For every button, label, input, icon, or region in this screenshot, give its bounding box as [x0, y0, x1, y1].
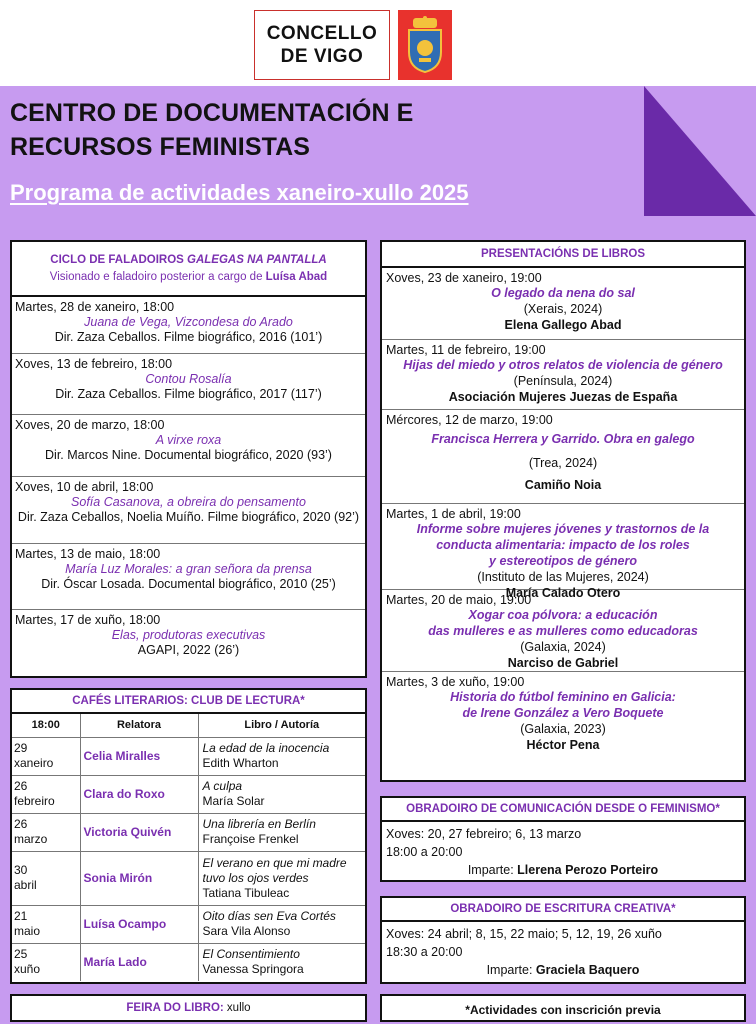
- cafe-relatora: Celia Miralles: [80, 737, 198, 775]
- book-item: [382, 590, 744, 672]
- table-row: [12, 737, 365, 775]
- cafe-date: [12, 813, 80, 851]
- ciclo-title-italic: GALEGAS NA PANTALLA: [187, 254, 327, 266]
- cafe-month: febreiro: [14, 794, 55, 808]
- concello-logo[interactable]: [254, 10, 390, 80]
- cafe-date: [12, 943, 80, 981]
- film-date: Martes, 17 de xuño, 18:00: [15, 613, 161, 627]
- film-title: Elas, produtoras executivas: [111, 628, 266, 642]
- film-info: Dir. Zaza Ceballos. Filme biográfico, 2017 (117’): [55, 387, 322, 401]
- col-header-time: 18:00: [12, 714, 80, 737]
- book-item: [382, 672, 744, 766]
- film-date: Xoves, 20 de marzo, 18:00: [15, 418, 165, 432]
- table-row: [12, 851, 365, 905]
- cafe-relatora: Sonia Mirón: [80, 851, 198, 905]
- obradoiro-comunicacion-time: 18:00 a 20:00: [386, 845, 463, 859]
- cafe-month: marzo: [14, 832, 48, 846]
- cafe-relatora: Victoria Quivén: [80, 813, 198, 851]
- book-date: Martes, 20 de maio, 19:00: [386, 593, 532, 607]
- feira-do-libro-panel: [10, 994, 367, 1022]
- book-author: Héctor Pena: [526, 738, 600, 752]
- book-author: María Calado Otero: [505, 586, 621, 600]
- header: [0, 0, 756, 86]
- cafe-month: xuño: [14, 962, 41, 977]
- cafe-book-author: Françoise Frenkel: [202, 832, 299, 846]
- logo-line-2: DE VIGO: [280, 46, 364, 67]
- cafes-table-body: [12, 737, 365, 981]
- book-item: [382, 268, 744, 340]
- film-info: Dir. Zaza Ceballos. Filme biográfico, 2016 (101’): [54, 330, 323, 344]
- inscricion-note: *Actividades con inscrición previa: [380, 994, 746, 1022]
- film-item: [12, 544, 365, 610]
- imparte-name: Graciela Baquero: [535, 963, 640, 977]
- obradoiro-comunicacion-body: [382, 822, 744, 882]
- film-item: [12, 610, 365, 668]
- imparte-name: Llerena Perozo Porteiro: [517, 863, 659, 877]
- cafe-day: 26: [14, 779, 28, 793]
- cafe-book: [198, 737, 365, 775]
- obradoiro-comunicacion-panel: [380, 796, 746, 882]
- book-publisher: (Xerais, 2024): [523, 302, 603, 316]
- imparte-label: Imparte:: [467, 863, 518, 877]
- cafe-book: [198, 905, 365, 943]
- book-title: Historia do fútbol feminino en Galicia:: [450, 690, 676, 704]
- book-publisher: (Península, 2024): [513, 374, 613, 388]
- cafe-book-title-2: tuvo los ojos verdes: [202, 870, 309, 885]
- obradoiro-comunicacion-header: OBRADOIRO DE COMUNICACIÓN DESDE O FEMINISMO*: [382, 798, 744, 822]
- ciclo-faladoiros-panel: [10, 240, 367, 678]
- film-item: [12, 415, 365, 477]
- obradoiro-comunicacion-imparte: [386, 861, 740, 879]
- col-header-libro: Libro / Autoría: [198, 714, 365, 737]
- ciclo-header: [12, 242, 365, 297]
- cafe-relatora: Luísa Ocampo: [80, 905, 198, 943]
- book-author: Asociación Mujeres Juezas de España: [448, 390, 678, 404]
- cafe-book: [198, 851, 365, 905]
- cafe-date: [12, 737, 80, 775]
- cafe-day: 30: [14, 863, 28, 877]
- cafe-day: 21: [14, 909, 28, 923]
- book-author: Camiño Noia: [524, 478, 602, 492]
- cafe-day: 26: [14, 817, 28, 831]
- film-title: María Luz Morales: a gran señora da prensa: [65, 562, 312, 576]
- cafe-book-title: Oito días sen Eva Cortés: [202, 909, 336, 923]
- film-title: Juana de Vega, Vizcondesa do Arado: [84, 315, 293, 329]
- book-publisher: (Galaxia, 2023): [520, 722, 606, 736]
- book-title: O legado da nena do sal: [491, 286, 635, 300]
- page-title: [10, 96, 413, 164]
- film-title: A virxe roxa: [155, 433, 222, 447]
- book-title: y estereotipos de género: [489, 554, 637, 568]
- table-row: [12, 905, 365, 943]
- book-title: Francisca Herrera y Garrido. Obra en galego: [431, 432, 695, 446]
- book-publisher: (Trea, 2024): [528, 456, 598, 470]
- cafe-book-title: A culpa: [202, 779, 243, 793]
- book-title: de Irene González a Vero Boquete: [462, 706, 664, 720]
- book-title: Xogar coa pólvora: a educación: [468, 608, 658, 622]
- obradoiro-escritura-body: [382, 922, 744, 982]
- ciclo-title-prefix: CICLO DE FALADOIROS: [50, 254, 188, 266]
- cafe-book-author: Edith Wharton: [202, 756, 279, 770]
- cafe-day: 29: [14, 741, 28, 755]
- book-author: Narciso de Gabriel: [507, 656, 619, 670]
- film-title: Contou Rosalía: [145, 372, 232, 386]
- table-row: [12, 775, 365, 813]
- cafe-book: [198, 813, 365, 851]
- film-list: [12, 297, 365, 668]
- vigo-coat-of-arms-icon: [398, 10, 452, 80]
- obradoiro-escritura-panel: [380, 896, 746, 984]
- program-subtitle: Programa de actividades xaneiro-xullo 2025: [10, 180, 469, 205]
- film-info: Dir. Marcos Nine. Documental biográfico, 2020 (93’): [45, 448, 332, 462]
- book-title: conducta alimentaria: impacto de los roles: [436, 538, 690, 552]
- book-date: Xoves, 23 de xaneiro, 19:00: [386, 271, 542, 285]
- obradoiro-escritura-dates: Xoves: 24 abril; 8, 15, 22 maio; 5, 12, 19, 26 xuño: [386, 927, 662, 941]
- book-date: Martes, 3 de xuño, 19:00: [386, 675, 525, 689]
- film-item: [12, 354, 365, 415]
- film-date: Xoves, 10 de abril, 18:00: [15, 480, 154, 494]
- book-date: Martes, 11 de febreiro, 19:00: [386, 343, 546, 357]
- ciclo-subtitle-prefix: Visionado e faladoiro posterior a cargo de: [49, 271, 266, 283]
- presentacions-panel: [380, 240, 746, 782]
- cafe-book-author: Tatiana Tibuleac: [202, 885, 290, 900]
- obradoiro-escritura-header: OBRADOIRO DE ESCRITURA CREATIVA*: [382, 898, 744, 922]
- film-item: [12, 297, 365, 354]
- cafe-day: 25: [14, 947, 28, 962]
- ciclo-subtitle: [12, 271, 365, 283]
- cafe-relatora: María Lado: [80, 943, 198, 981]
- cafe-date: [12, 851, 80, 905]
- film-date: Xoves, 13 de febreiro, 18:00: [15, 357, 173, 371]
- book-publisher: (Instituto de las Mujeres, 2024): [477, 570, 649, 584]
- obradoiro-comunicacion-dates: Xoves: 20, 27 febreiro; 6, 13 marzo: [386, 827, 582, 841]
- book-date: Martes, 1 de abril, 19:00: [386, 507, 521, 521]
- book-title: Hijas del miedo y otros relatos de violencia de género: [403, 358, 723, 372]
- film-info: AGAPI, 2022 (26’): [137, 643, 240, 657]
- feira-label: FEIRA DO LIBRO:: [126, 1002, 224, 1014]
- book-list: [382, 268, 744, 766]
- book-item: [382, 410, 744, 504]
- cafe-date: [12, 905, 80, 943]
- film-date: Martes, 28 de xaneiro, 18:00: [15, 300, 175, 314]
- table-row: [12, 813, 365, 851]
- book-title: Informe sobre mujeres jóvenes y trastornos de la: [416, 522, 710, 536]
- cafe-book-title: La edad de la inocencia: [202, 741, 330, 755]
- col-header-relatora: Relatora: [80, 714, 198, 737]
- cafe-month: abril: [14, 878, 37, 892]
- cafe-date: [12, 775, 80, 813]
- cafe-book-title: Una librería en Berlín: [202, 817, 316, 831]
- book-author: Elena Gallego Abad: [504, 318, 622, 332]
- cafe-book: [198, 943, 365, 981]
- cafes-header: CAFÉS LITERARIOS: CLUB DE LECTURA*: [12, 690, 365, 714]
- title-line-1: CENTRO DE DOCUMENTACIÓN E: [10, 99, 414, 127]
- book-publisher: (Galaxia, 2024): [520, 640, 606, 654]
- cafe-book: [198, 775, 365, 813]
- film-info: Dir. Óscar Losada. Documental biográfico, 2010 (25’): [41, 577, 336, 591]
- cafes-literarios-panel: [10, 688, 367, 984]
- film-item: [12, 477, 365, 544]
- title-line-2: RECURSOS FEMINISTAS: [10, 133, 311, 161]
- film-title: Sofía Casanova, a obreira do pensamento: [71, 495, 306, 509]
- cafe-book-author: Vanessa Springora: [202, 962, 304, 977]
- film-info: Dir. Zaza Ceballos, Noelia Muíño. Filme biográfico, 2020 (92’): [17, 510, 360, 524]
- table-row: [12, 943, 365, 981]
- cafe-book-title: El verano en que mi madre: [202, 855, 347, 870]
- presentacions-header: PRESENTACIÓNS DE LIBROS: [382, 242, 744, 268]
- logo-line-1: CONCELLO: [266, 23, 378, 44]
- imparte-label: Imparte:: [486, 963, 536, 977]
- obradoiro-escritura-imparte: [386, 961, 740, 979]
- cafe-book-author: María Solar: [202, 794, 265, 808]
- ciclo-subtitle-name: Luísa Abad: [265, 271, 328, 283]
- film-date: Martes, 13 de maio, 18:00: [15, 547, 161, 561]
- cafe-book-author: Sara Vila Alonso: [202, 924, 291, 938]
- ciclo-title: [12, 254, 365, 266]
- feira-value: xullo: [223, 1002, 251, 1014]
- obradoiro-escritura-time: 18:30 a 20:00: [386, 945, 463, 959]
- book-title: das mulleres e as mulleres como educadoras: [428, 624, 698, 638]
- cafe-month: xaneiro: [14, 756, 54, 770]
- cafes-table-header-row: [12, 714, 365, 737]
- book-date: Mércores, 12 de marzo, 19:00: [386, 413, 553, 427]
- banner-corner-decoration: [644, 86, 756, 216]
- cafes-table: [12, 714, 365, 981]
- cafe-relatora: Clara do Roxo: [80, 775, 198, 813]
- book-item: [382, 340, 744, 410]
- cafe-month: maio: [14, 924, 41, 938]
- cafe-book-title: El Consentimiento: [202, 947, 300, 962]
